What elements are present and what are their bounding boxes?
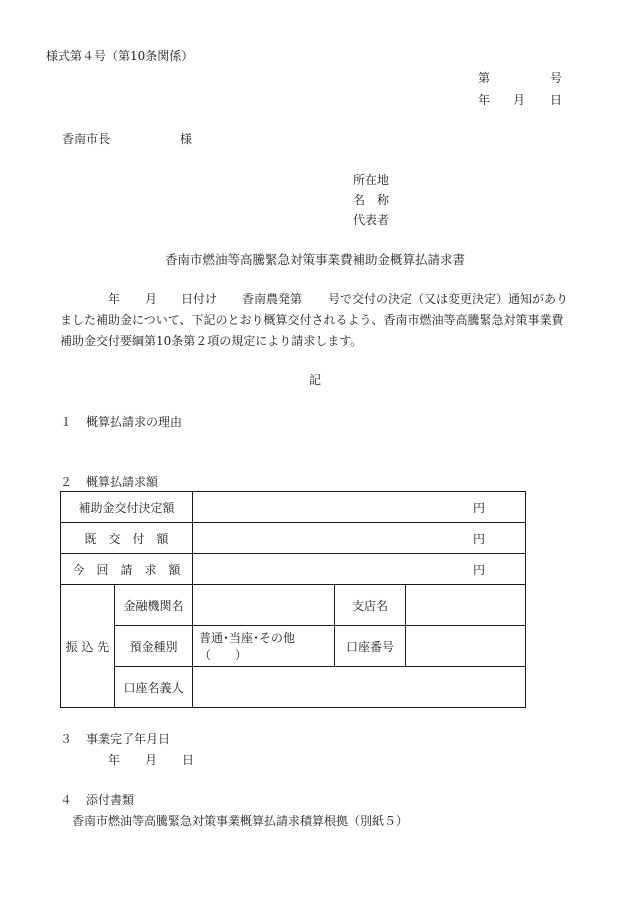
applicant-representative-label: 代表者 xyxy=(353,213,390,227)
account-holder-field[interactable] xyxy=(193,667,526,708)
applicant-address-label: 所在地 xyxy=(353,173,390,187)
table-row xyxy=(61,492,526,523)
form-number: 様式第４号（第10条関係） xyxy=(46,49,194,63)
date-month: 月 xyxy=(513,93,526,107)
bank-name-label: 金融機関名 xyxy=(115,585,193,626)
body-line-1-rest: 号で交付の決定（又は変更決定）通知があり xyxy=(328,292,569,306)
attachment-item: 香南市燃油等高騰緊急対策事業概算払請求積算根拠（別紙５） xyxy=(72,814,409,828)
grant-decision-amount-field[interactable] xyxy=(193,492,526,523)
already-granted-amount-field[interactable] xyxy=(193,523,526,554)
section-2-number: ２ xyxy=(60,475,73,489)
account-type-options[interactable]: 普通･当座･その他（ ） xyxy=(193,626,335,667)
table-row xyxy=(61,585,526,626)
body-line-1 xyxy=(60,289,580,310)
section-3-number: ３ xyxy=(60,732,73,746)
body-month: 月 xyxy=(145,292,158,306)
section-4-number: ４ xyxy=(60,793,73,807)
yen-unit: 円 xyxy=(473,562,486,577)
doc-number-prefix: 第 xyxy=(478,71,491,85)
transfer-destination-label: 振 込 先 xyxy=(61,585,115,708)
yen-unit: 円 xyxy=(473,531,486,546)
account-holder-label: 口座名義人 xyxy=(115,667,193,708)
body-paragraph xyxy=(60,289,580,352)
table-row xyxy=(61,523,526,554)
section-1-heading: 概算払請求の理由 xyxy=(86,415,183,429)
yen-unit: 円 xyxy=(473,500,486,515)
completion-year: 年 xyxy=(108,753,121,767)
table-row xyxy=(61,667,526,708)
current-request-amount-label: 今 回 請 求 額 xyxy=(61,554,193,585)
section-4-heading: 添付書類 xyxy=(86,793,135,807)
request-amount-table xyxy=(60,491,526,708)
body-office: 香南農発第 xyxy=(242,292,303,306)
document-title: 香南市燃油等高騰緊急対策事業費補助金概算払請求書 xyxy=(164,252,465,267)
section-2-heading: 概算払請求額 xyxy=(86,475,159,489)
date-day: 日 xyxy=(550,93,563,107)
body-line-3: 補助金交付要綱第10条第２項の規定により請求します。 xyxy=(60,334,363,348)
table-row xyxy=(61,626,526,667)
table-row xyxy=(61,554,526,585)
branch-name-field[interactable] xyxy=(406,585,526,626)
body-year: 年 xyxy=(108,292,121,306)
bank-name-field[interactable] xyxy=(193,585,335,626)
completion-month: 月 xyxy=(145,753,158,767)
body-dated: 日付け xyxy=(181,292,218,306)
doc-number-suffix: 号 xyxy=(550,71,563,85)
account-number-label: 口座番号 xyxy=(335,626,406,667)
body-line-2: ました補助金について、下記のとおり概算交付されるよう、香南市燃油等高騰緊急対策事業費 xyxy=(60,313,564,327)
completion-day: 日 xyxy=(182,753,195,767)
account-type-label: 預金種別 xyxy=(115,626,193,667)
date-year: 年 xyxy=(478,93,491,107)
section-1-number: １ xyxy=(60,415,73,429)
addressee-name: 香南市長 xyxy=(62,132,111,146)
already-granted-amount-label: 既 交 付 額 xyxy=(61,523,193,554)
branch-name-label: 支店名 xyxy=(335,585,406,626)
ki-heading: 記 xyxy=(308,373,321,387)
grant-decision-amount-label: 補助金交付決定額 xyxy=(61,492,193,523)
account-number-field[interactable] xyxy=(406,626,526,667)
applicant-name-label: 名 称 xyxy=(353,193,390,207)
addressee-honorific: 様 xyxy=(180,132,193,146)
current-request-amount-field[interactable] xyxy=(193,554,526,585)
section-3-heading: 事業完了年月日 xyxy=(86,732,171,746)
